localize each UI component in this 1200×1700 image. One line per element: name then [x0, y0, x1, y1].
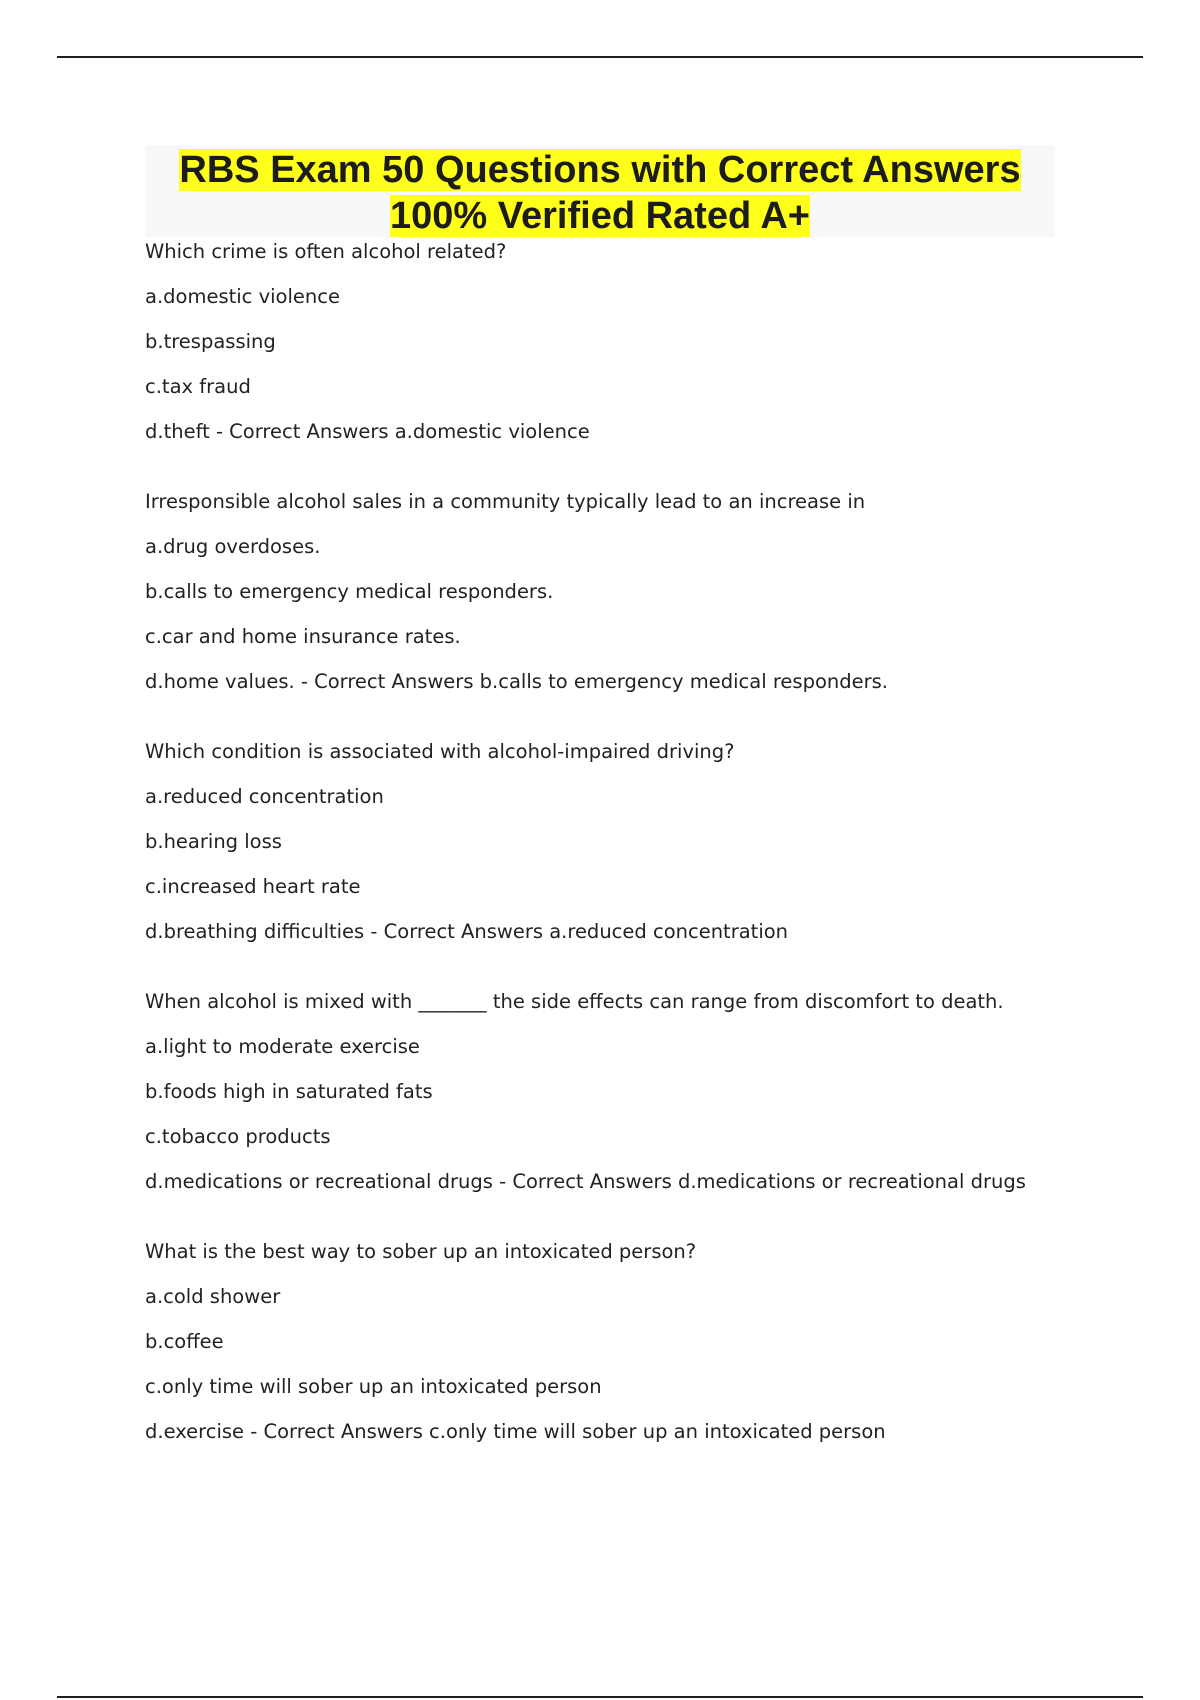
bottom-rule: [57, 1696, 1143, 1698]
question-text: Which condition is associated with alcohol-impaired driving?: [145, 740, 735, 763]
correct-answer: a.domestic violence: [394, 420, 590, 443]
answer-option: [145, 1330, 1055, 1354]
answer-separator: - Correct Answers: [364, 920, 550, 943]
option-text: d.exercise: [145, 1420, 245, 1443]
answer-option: [145, 875, 1055, 899]
question-block: [145, 1240, 1055, 1444]
correct-answer: d.medications or recreational drugs: [677, 1170, 1026, 1193]
answer-option: [145, 375, 1055, 399]
question-block: [145, 990, 1055, 1194]
answer-option: [145, 580, 1055, 604]
answer-option: [145, 785, 1055, 809]
answer-option: [145, 1420, 1055, 1444]
option-text: c.car and home insurance rates.: [145, 625, 461, 648]
correct-answer: a.reduced concentration: [549, 920, 789, 943]
answer-option: [145, 625, 1055, 649]
option-text: b.coffee: [145, 1330, 224, 1353]
answer-option: [145, 1285, 1055, 1309]
option-text: a.domestic violence: [145, 285, 340, 308]
question-block: [145, 240, 1055, 444]
option-text: c.tobacco products: [145, 1125, 331, 1148]
answer-option: [145, 420, 1055, 444]
option-text: a.cold shower: [145, 1285, 281, 1308]
option-text: b.calls to emergency medical responders.: [145, 580, 554, 603]
question-text: Which crime is often alcohol related?: [145, 240, 507, 263]
answer-separator: - Correct Answers: [244, 1420, 430, 1443]
option-text: c.tax fraud: [145, 375, 251, 398]
correct-answer: b.calls to emergency medical responders.: [479, 670, 888, 693]
answer-option: [145, 1035, 1055, 1059]
top-rule: [57, 56, 1143, 58]
answer-option: [145, 535, 1055, 559]
answer-option: [145, 670, 1055, 694]
option-text: c.only time will sober up an intoxicated person: [145, 1375, 602, 1398]
answer-option: [145, 920, 1055, 944]
question-text: Irresponsible alcohol sales in a community typically lead to an increase in: [145, 490, 866, 513]
option-text: a.light to moderate exercise: [145, 1035, 420, 1058]
answer-option: [145, 1375, 1055, 1399]
option-text: b.foods high in saturated fats: [145, 1080, 433, 1103]
option-text: d.home values.: [145, 670, 295, 693]
answer-option: [145, 1125, 1055, 1149]
answer-option: [145, 1170, 1055, 1194]
question-text: What is the best way to sober up an intoxicated person?: [145, 1240, 697, 1263]
answer-option: [145, 285, 1055, 309]
answer-separator: - Correct Answers: [209, 420, 395, 443]
question-block: [145, 490, 1055, 694]
question-block: [145, 740, 1055, 944]
option-text: d.theft: [145, 420, 210, 443]
answer-option: [145, 1080, 1055, 1104]
option-text: d.medications or recreational drugs: [145, 1170, 493, 1193]
answer-option: [145, 830, 1055, 854]
answer-separator: - Correct Answers: [294, 670, 480, 693]
option-text: c.increased heart rate: [145, 875, 361, 898]
option-text: b.hearing loss: [145, 830, 282, 853]
option-text: d.breathing difficulties: [145, 920, 365, 943]
answer-separator: - Correct Answers: [492, 1170, 678, 1193]
option-text: b.trespassing: [145, 330, 276, 353]
answer-option: [145, 330, 1055, 354]
page-content: [145, 145, 1055, 1490]
question-list: [145, 240, 1055, 1444]
correct-answer: c.only time will sober up an intoxicated person: [429, 1420, 886, 1443]
page-title: RBS Exam 50 Questions with Correct Answers 100% Verified Rated A+: [179, 149, 1021, 237]
option-text: a.reduced concentration: [145, 785, 384, 808]
option-text: a.drug overdoses.: [145, 535, 321, 558]
document-title: [145, 145, 1055, 237]
question-text: When alcohol is mixed with _______ the side effects can range from discomfort to death.: [145, 990, 1004, 1013]
